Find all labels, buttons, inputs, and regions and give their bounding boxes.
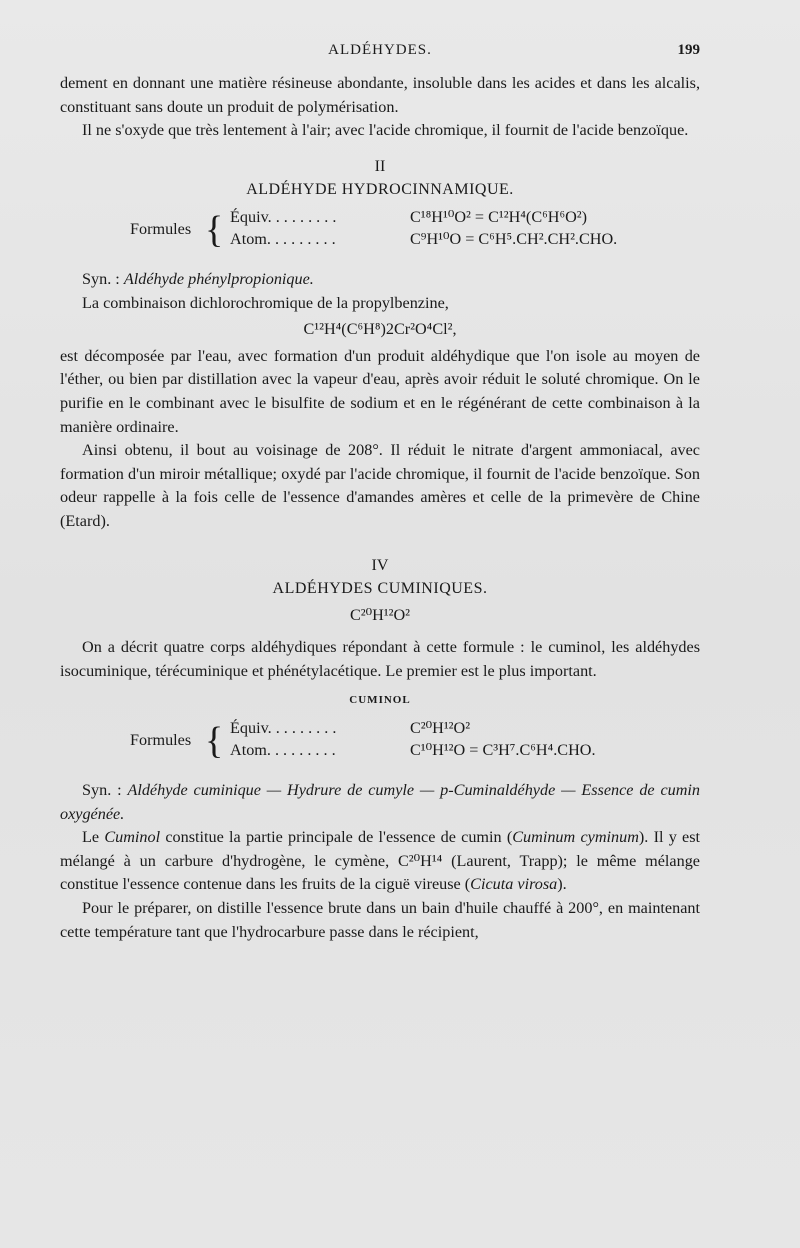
atom-formula: C⁹H¹⁰O = C⁶H⁵.CH².CH².CHO. <box>410 229 618 248</box>
syn-prefix: Syn. : <box>82 269 120 288</box>
section-title: ALDÉHYDE HYDROCINNAMIQUE. <box>246 181 514 199</box>
section-number: IV <box>371 556 389 574</box>
section-number: II <box>374 157 386 175</box>
page-number: 199 <box>677 42 700 58</box>
page-body <box>60 72 700 944</box>
formulas-label: Formules <box>130 731 192 750</box>
paragraph-cuminol-origin: Le Cuminol constitue la partie principale de l'essence de cumin (Cuminum cyminum). Il y est mélangé à un carbure d'hydrogène, le cymène, C²⁰H¹⁴ (Laurent, Trapp); le même mélange constitue l'essence contenue dans les fruits de la ciguë vireuse (Cicuta virosa). <box>60 828 701 894</box>
paragraph-properties: Ainsi obtenu, il bout au voisinage de 208°. Il réduit le nitrate d'argent ammoniacal, avec formation d'un miroir métallique; oxydé par l'acide chromique, il fournit de l'acide benzoïque. Son odeur rappelle à la fois celle de l'essence d'amandes amères et celle de la primevère de Chine (Etard). <box>60 441 700 530</box>
section-title: ALDÉHYDES CUMINIQUES. <box>272 580 488 598</box>
equiv-formula: C¹⁸H¹⁰O² = C¹²H⁴(C⁶H⁶O²) <box>410 207 588 226</box>
brace-icon: { <box>205 208 224 251</box>
syn-prefix: Syn. : <box>82 781 122 800</box>
paragraph-four-bodies: On a décrit quatre corps aldéhydiques répondant à cette formule : le cuminol, les aldéhydes isocuminique, térécuminique et phénétylacétique. Le premier est le plus important. <box>60 638 700 680</box>
subheading-cuminol: CUMINOL <box>349 694 411 707</box>
equiv-label: Équiv. . . . . . . . . <box>230 719 337 738</box>
centered-formula: C²⁰H¹²O² <box>349 605 411 624</box>
paragraph-intro: La combinaison dichlorochromique de la propylbenzine, <box>82 293 449 312</box>
equiv-formula: C²⁰H¹²O² <box>410 719 471 738</box>
running-title: ALDÉHYDES. <box>328 42 432 58</box>
synonym-name: Aldéhyde phénylpropionique. <box>123 269 314 288</box>
page-header <box>60 42 700 66</box>
paragraph-continuation: dement en donnant une matière résineuse abondante, insoluble dans les acides et dans les alcalis, constituant sans doute un produit de polymérisation. <box>60 74 700 116</box>
formulas-block <box>60 206 700 258</box>
brace-icon: { <box>205 720 224 763</box>
formulas-label: Formules <box>130 219 192 238</box>
equiv-label: Équiv. . . . . . . . . <box>230 207 337 226</box>
paragraph-preparation: Pour le préparer, on distille l'essence brute dans un bain d'huile chauffé à 200°, en maintenant cette température tant que l'hydrocarbure passe dans le récipient, <box>60 899 700 941</box>
synonym-line <box>60 268 700 292</box>
synonym-line <box>60 779 700 826</box>
atom-formula: C¹⁰H¹²O = C³H⁷.C⁶H⁴.CHO. <box>410 741 596 760</box>
formulas-block <box>60 717 700 769</box>
synonym-names: Aldéhyde cuminique — Hydrure de cumyle — p-Cuminaldéhyde — Essence de cumin oxygénée. <box>60 781 701 823</box>
paragraph-decomposition: est décomposée par l'eau, avec formation d'un produit aldéhydique que l'on isole au moyen de l'éther, ou bien par distillation avec la vapeur d'eau, après avoir réduit le soluté chromique. On le purifie en le combinant avec le bisulfite de sodium et en le régénérant de cette combinaison à la manière ordinaire. <box>60 346 700 436</box>
centered-formula: C¹²H⁴(C⁶H⁸)2Cr²O⁴Cl², <box>303 320 457 339</box>
atom-label: Atom. . . . . . . . . <box>230 741 336 760</box>
atom-label: Atom. . . . . . . . . <box>230 229 336 248</box>
paragraph-oxidation: Il ne s'oxyde que très lentement à l'air; avec l'acide chromique, il fournit de l'acide benzoïque. <box>82 121 689 140</box>
